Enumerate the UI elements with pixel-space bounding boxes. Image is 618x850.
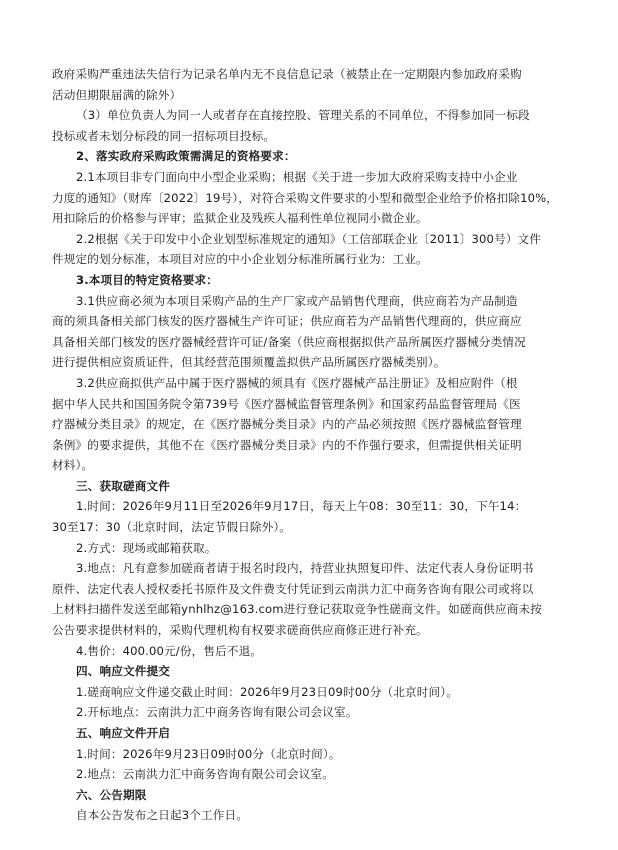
- text-line: 商的须具备相关部门核发的医疗器械生产许可证；供应商若为产品销售代理商的，供应商应: [52, 314, 522, 329]
- text-line: 3.1供应商必须为本项目采购产品的生产厂家或产品销售代理商，供应商若为产品制造: [76, 293, 518, 308]
- text-line: 据中华人民共和国国务院令第739号《医疗器械监督管理条例》和国家药品监督管理局《医: [52, 396, 521, 411]
- text-line: 30至17：30（北京时间，法定节假日除外）。: [52, 520, 292, 535]
- text-line: 2.方式：现场或邮箱获取。: [76, 540, 217, 555]
- section-heading: 四、响应文件提交: [76, 664, 170, 679]
- text-line: 件规定的划分标准，本项目对应的中小企业划分标准所属行业为：工业。: [52, 252, 428, 267]
- text-line: 3.2供应商拟供产品中属于医疗器械的须具有《医疗器械产品注册证》及相应附件（根: [76, 375, 518, 390]
- text-line: 政府采购严重违法失信行为记录名单内无不良信息记录（被禁止在一定期限内参加政府采购: [52, 67, 522, 81]
- text-line: 2.开标地点：云南洪力汇中商务咨询有限公司会议室。: [76, 705, 358, 720]
- text-line: 原件、法定代表人授权委托书原件及文件费支付凭证到云南洪力汇中商务咨询有限公司或将以: [52, 581, 534, 596]
- text-line: 2.地点：云南洪力汇中商务咨询有限公司会议室。: [76, 767, 334, 782]
- text-line: 具备相关部门核发的医疗器械经营许可证/备案（供应商根据拟供产品所属医疗器械分类情况: [52, 334, 526, 349]
- section-heading: 2、落实政府采购政策需满足的资格要求：: [76, 149, 296, 164]
- text-line: 1.时间：2026年9月23日09时00分（北京时间）。: [76, 746, 341, 761]
- section-heading: 三、获取磋商文件: [76, 478, 170, 493]
- text-line: 材料）。: [52, 458, 94, 473]
- section-heading: 3.本项目的特定资格要求：: [76, 272, 218, 287]
- text-line: 用扣除后的价格参与评审；监狱企业及残疾人福利性单位视同小微企业。: [52, 211, 428, 226]
- text-line: 2.1本项目非专门面向中小型企业采购；根据《关于进一步加大政府采购支持中小企业: [76, 169, 518, 184]
- text-line: 疗器械分类目录》的规定，在《医疗器械分类目录》内的产品必须按照《医疗器械监督管理: [52, 417, 522, 432]
- text-line: 条例》的要求提供，其他不在《医疗器械分类目录》内的不作强行要求，但需提供相关证明: [52, 437, 522, 452]
- text-line: 自本公告发布之日起3个工作日。: [76, 808, 248, 823]
- text-line: 力度的通知》（财库〔2022〕19号），对符合采购文件要求的小型和微型企业给予价格扣除10%，: [52, 190, 559, 205]
- text-line: 投标或者未划分标段的同一招标项目投标。: [52, 128, 276, 143]
- text-line: 上材料扫描件发送至邮箱ynhlhz@163.com进行登记获取竞争性磋商文件。如磋商供应商未按: [52, 602, 543, 617]
- section-heading: 六、公告期限: [76, 787, 147, 802]
- text-line: 进行提供相应资质证件，但其经营范围须覆盖拟供产品所属医疗器械类别）。: [52, 355, 446, 370]
- text-line: 公告要求提供材料的，采购代理机构有权要求磋商供应商修正进行补充。: [52, 623, 428, 638]
- text-line: 活动但期限届满的除外）: [52, 87, 182, 102]
- text-line: 1.时间：2026年9月11日至2026年9月17日，每天上午08：30至11：30，下午14：: [76, 499, 527, 514]
- text-line: 3.地点：凡有意参加磋商者请于报名时段内，持营业执照复印件、法定代表人身份证明书: [76, 561, 534, 576]
- text-line: 2.2根据《关于印发中小企业划型标准规定的通知》（工信部联企业〔2011〕300号）文件: [76, 231, 542, 246]
- text-line: 1.磋商响应文件递交截止时间：2026年9月23日09时00分（北京时间）。: [76, 684, 458, 699]
- text-line: （3）单位负责人为同一人或者存在直接控股、管理关系的不同单位，不得参加同一标段: [76, 108, 530, 123]
- text-line: 4.售价：400.00元/份，售后不退。: [76, 643, 263, 658]
- section-heading: 五、响应文件开启: [76, 726, 170, 740]
